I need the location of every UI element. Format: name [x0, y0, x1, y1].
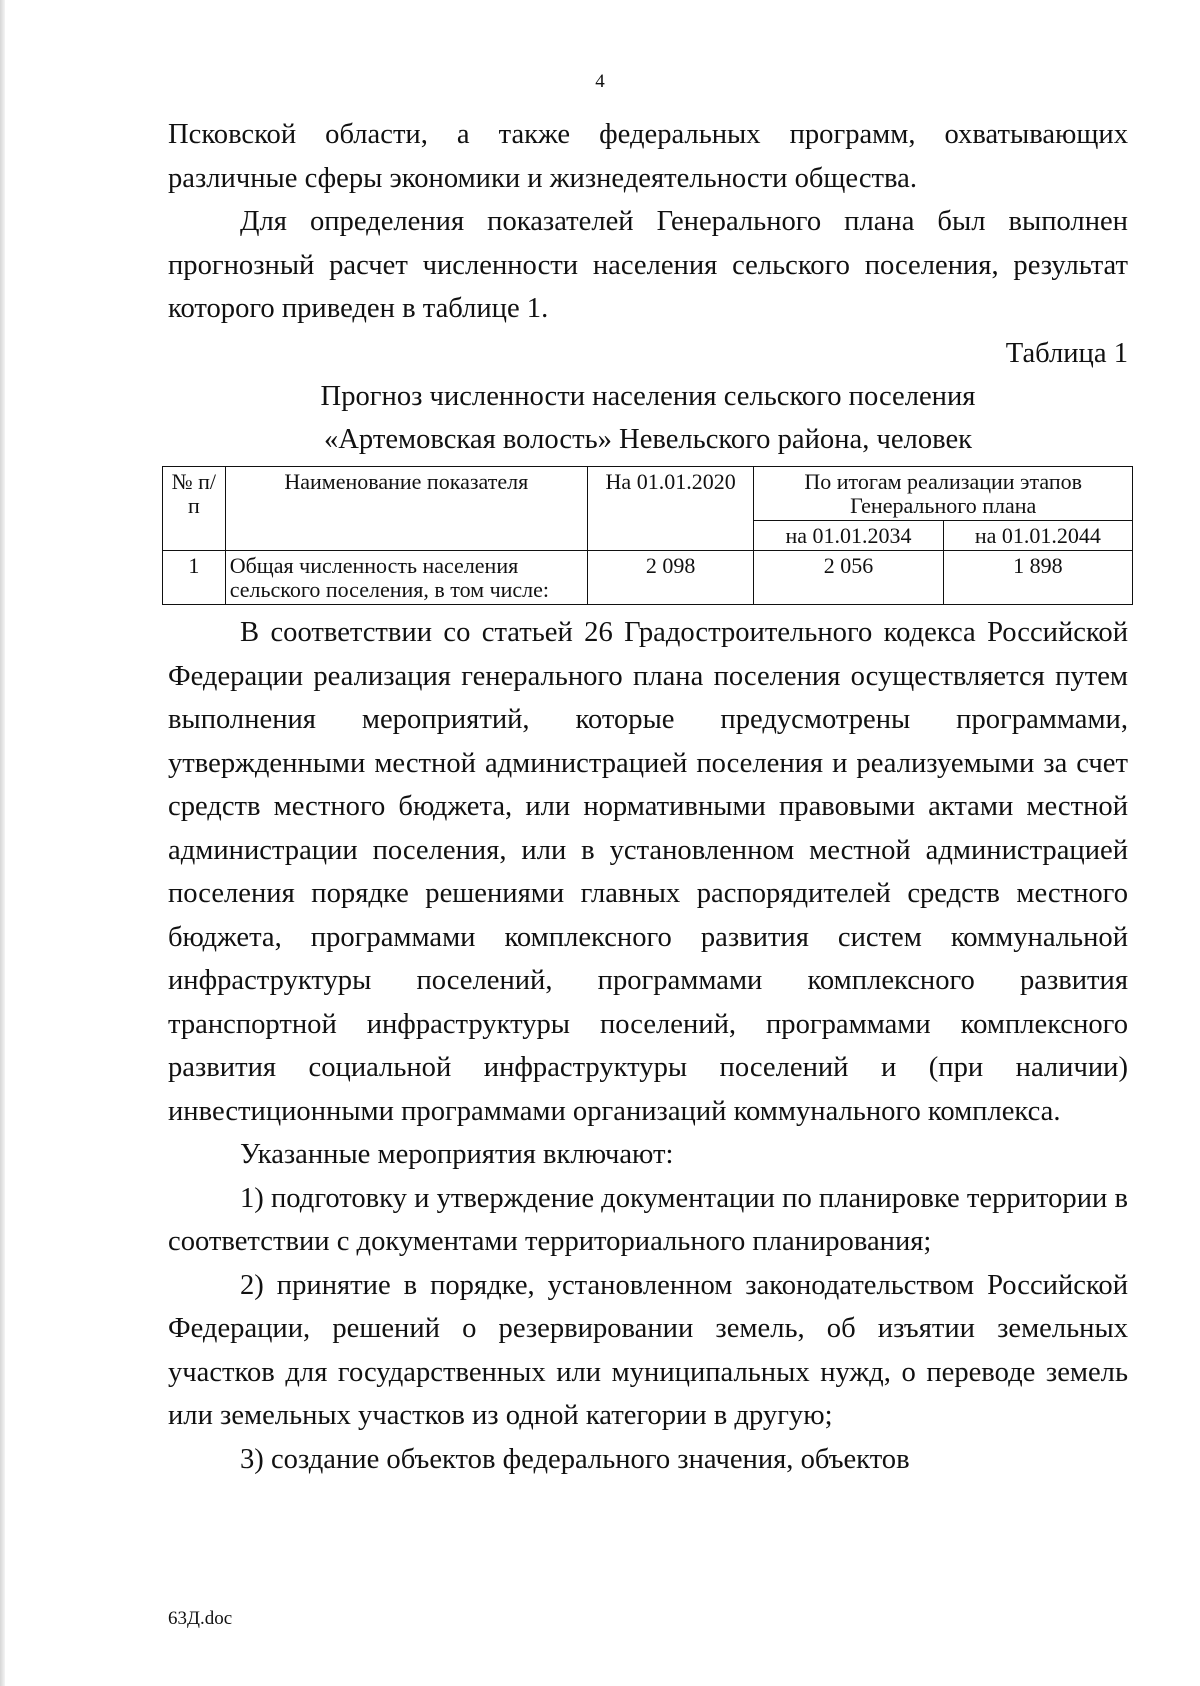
table-row: [163, 551, 1133, 605]
intro-paragraph-2: Для определения показателей Генерального плана был выполнен прогнозный расчет численности населения сельского поселения, результат которого приведен в таблице 1.: [168, 206, 1128, 324]
cell-base: 2 098: [587, 551, 754, 605]
population-forecast-table: [162, 466, 1133, 605]
intro-paragraph-1: Псковской области, а также федеральных программ, охватывающих различные сферы экономики и жизнедеятельности общества.: [168, 119, 1128, 194]
header-stage-1: на 01.01.2034: [754, 521, 943, 551]
page-number: 4: [595, 71, 605, 92]
scan-edge: [0, 0, 5, 1686]
table-title: [168, 375, 1128, 461]
table-caption: Таблица 1: [1005, 338, 1128, 369]
cell-num: 1: [163, 551, 226, 605]
cell-stage-1: 2 056: [754, 551, 943, 605]
header-num: № п/п: [163, 467, 226, 551]
table-header-row: [163, 467, 1133, 521]
cell-stage-2: 1 898: [943, 551, 1132, 605]
intro-text: [168, 113, 1128, 331]
table-title-line-1: Прогноз численности населения сельского поселения: [320, 381, 976, 412]
header-base: На 01.01.2020: [587, 467, 754, 551]
table-title-line-2: «Артемовская волость» Невельского района, человек: [323, 424, 973, 455]
cell-name: Общая численность населения сельского поселения, в том числе:: [225, 551, 587, 605]
header-stage-2: на 01.01.2044: [943, 521, 1132, 551]
list-item-1: 1) подготовку и утверждение документации по планировке территории в соответствии с документами территориального планирования;: [168, 1182, 1128, 1257]
paragraph-measures-intro: Указанные мероприятия включают:: [240, 1139, 674, 1170]
header-name: Наименование показателя: [225, 467, 587, 551]
list-item-3: 3) создание объектов федерального значения, объектов: [240, 1443, 910, 1475]
list-item-2: 2) принятие в порядке, установленном законодательством Российской Федерации, решений о резервировании земель, об изъятии земельных участков для государственных или муниципальных нужд, о переводе земель или земельных участков из одной категории в другую;: [168, 1269, 1128, 1431]
file-name-footer: 63Д.doc: [168, 1608, 233, 1629]
paragraph-article-26: В соответствии со статьей 26 Градостроительного кодекса Российской Федерации реализация генерального плана поселения осуществляется путем выполнения мероприятий, которые предусмотрены программами, утвержденными местной администрацией поселения и реализуемыми за счет средств местного бюджета, или нормативными правовыми актами местной администрации поселения, или в установленном местной администрацией поселения порядке решениями главных распорядителей средств местного бюджета, программами комплексного развития систем коммунальной инфраструктуры поселений, программами комплексного развития транспортной инфраструктуры поселений, программами комплексного развития социальной инфраструктуры поселений и (при наличии) инвестиционными программами организаций коммунального комплекса.: [168, 617, 1128, 1127]
header-stages: По итогам реализации этапов Генерального плана: [754, 467, 1133, 521]
main-text: [168, 611, 1128, 1481]
